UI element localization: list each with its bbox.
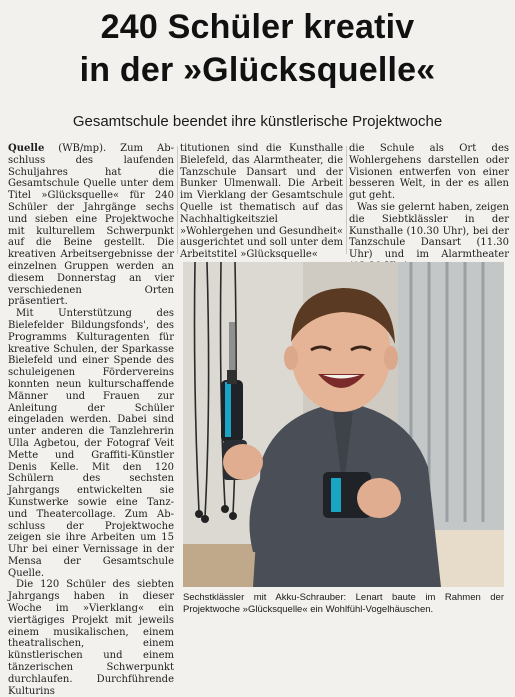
article-column-1 [8,143,174,697]
headline-line-2: in der »Glücksquelle« [79,51,436,89]
paragraph-intro-text: (WB/mp). Zum Abschluss des laufenden Schuljahres hat die Gesamtschule Quelle unter dem Titel »Glücksquelle« für 240 Schüler der Jahrgänge sechs und sieben eine Projektwoche mit kulturellem Schwerpunkt auf die Beine gestellt. Die kreativen Arbeitsergebnisse der einzelnen Gruppen werden an diesem Donnerstag an vier verschiedenen Orten präsentiert. [8,143,174,308]
column-divider [177,146,178,254]
article-column-2 [180,143,343,261]
paragraph-presentations: Was sie gelernt haben, zeigen die Siebtklässler in der Kunsthalle (10.30 Uhr), bei der Tanzschule Dansart (11.30 Uhr) und im Alarmtheater [349,201,509,261]
article-photo [183,262,504,587]
headline-line-1: 240 Schüler kreativ [100,8,415,46]
paragraph-support: Mit Unterstützung des Bielefelder Bildungsfonds', des Programms Kulturagenten für kreative Schulen, der Sparkasse Bielefeld und einer Spende des schuleigenen Fördervereins konnten neun kulturschaffende Männer und Frauen zur Anleitung der Schüler eingeladen werden. Dabei sind unter anderen die Tanzlehrerin Ulla Agbetou, der Fotograf Veit Mette und Graffiti-Künstler Denis Kelle. Mit den 120 Schülern des sechsten Jahrgangs entwickelten sie Kunstwerke sowie eine Tanz- und Theatercollage. Zum Abschluss der Projektwoche zeigen sie ihre Arbeiten um 15 Uhr bei einer Vernissage in der Mensa der Gesamtschule Quelle. [8,308,174,579]
article-column-3 [349,143,509,261]
photo-caption: Sechstklässler mit Akku-Schrauber: Lenart baute im Rahmen der Projektwoche »Glücksquelle« ein Wohlfühl-Vogelhäuschen. [183,592,504,615]
dateline: Quelle [8,143,45,154]
article-subheadline: Gesamtschule beendet ihre künstlerische Projektwoche [72,113,443,130]
column-divider [346,146,347,254]
article-headline [0,6,515,92]
paragraph-intro [8,143,174,308]
paragraph-institutions: titutionen sind die Kunsthalle Bielefeld, das Alarmtheater, die Tanzschule Dansart und der Bunker Ulmenwall. Die Arbeit im Vierklang der Gesamtschule Quelle ist thematisch auf das Nachhaltigkeitsziel »Wohlergehen und Gesundheit« ausgerichtet und soll unter dem Arbeitstitel »Glücksquelle« [180,143,343,261]
photo-boy-with-drill [183,262,504,587]
paragraph-seventh-grade: Die 120 Schüler des siebten Jahrgangs haben in dieser Woche im »Vierklang« ein viertägiges Projekt mit jeweils einem musikalischen, einem theatralischen, einem künstlerischen und einem tänzerischen Schwerpunkt durchlaufen. Durchführende Kulturins [8,579,174,697]
paragraph-vision: die Schule als Ort des Wohlergehens darstellen oder Visionen entwerfen von einer besseren Welt, in der es allen gut geht. [349,143,509,202]
